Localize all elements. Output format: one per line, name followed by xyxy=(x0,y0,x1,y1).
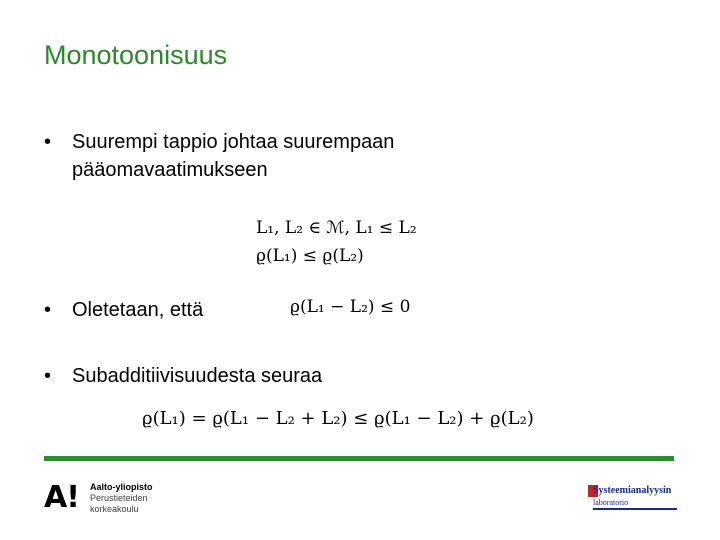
bullet-marker: • xyxy=(44,365,52,387)
slide-title: Monotoonisuus xyxy=(44,40,228,70)
bullet-marker: • xyxy=(44,131,52,153)
footer-rule xyxy=(44,456,674,461)
aalto-name: Aalto-yliopisto xyxy=(90,482,153,492)
formula-risk-ordering: ϱ(L₁) ≤ ϱ(L₂) xyxy=(256,246,364,266)
aalto-school-line-2: korkeakoulu xyxy=(90,504,139,514)
sal-underline xyxy=(593,508,677,510)
bullet-1-line-2: pääomavaatimukseen xyxy=(72,159,268,181)
bullet-1-line-1: Suurempi tappio johtaa suurempaan xyxy=(72,131,395,153)
aalto-school-line-1: Perustieteiden xyxy=(90,493,148,503)
formula-assumption: ϱ(L₁ − L₂) ≤ 0 xyxy=(290,297,411,317)
bullet-1 xyxy=(44,128,644,184)
formula-loss-ordering: L₁, L₂ ∈ ℳ, L₁ ≤ L₂ xyxy=(256,218,417,238)
sal-sub: laboratorio xyxy=(593,498,629,507)
bullet-2 xyxy=(44,296,294,326)
sal-name: Systeemianalyysin xyxy=(593,485,672,496)
bullet-marker: • xyxy=(44,299,52,321)
aalto-mark: A! xyxy=(44,480,79,515)
formula-subadditivity: ϱ(L₁) = ϱ(L₁ − L₂ + L₂) ≤ ϱ(L₁ − L₂) + ϱ(L₂) xyxy=(142,408,534,429)
sal-logo xyxy=(588,485,680,511)
bullet-3-text: Subadditiivisuudesta seuraa xyxy=(72,365,323,387)
bullet-2-text: Oletetaan, että xyxy=(72,299,204,321)
bullet-3 xyxy=(44,362,444,392)
